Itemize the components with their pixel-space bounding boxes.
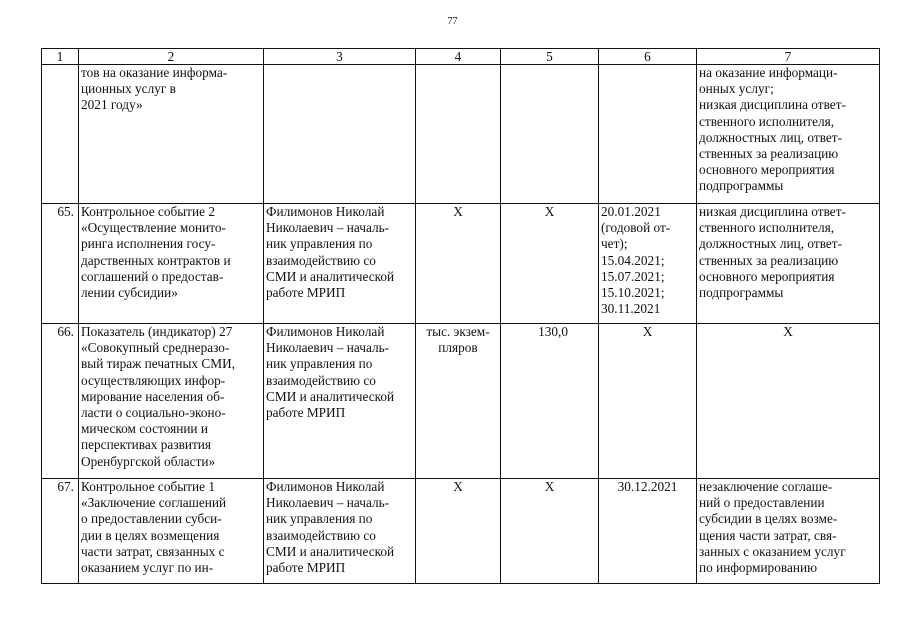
header-cell: 7 [697,49,880,65]
unit: тыс. экзем- пляров [416,324,501,479]
table-row [42,65,880,204]
page-number: 77 [447,16,458,27]
unit [416,65,501,204]
responsible: Филимонов Николай Николаевич – началь- ник управления по взаимодействию со СМИ и аналитической работе МРИП [264,324,416,479]
deadline [599,65,697,204]
deadline: 20.01.2021 (годовой от- чет); 15.04.2021; 15.07.2021; 15.10.2021; 30.11.2021 [599,204,697,324]
table-row [42,479,880,584]
row-number: 67. [42,479,79,584]
value: 130,0 [501,324,599,479]
row-number: 65. [42,204,79,324]
responsible: Филимонов Николай Николаевич – началь- ник управления по взаимодействию со СМИ и аналитической работе МРИП [264,479,416,584]
unit: Х [416,204,501,324]
header-cell: 1 [42,49,79,65]
header-cell: 3 [264,49,416,65]
row-number: 66. [42,324,79,479]
value: Х [501,479,599,584]
header-cell: 5 [501,49,599,65]
plan-table [41,48,880,584]
table-row [42,324,880,479]
value [501,65,599,204]
row-number [42,65,79,204]
deadline: 30.12.2021 [599,479,697,584]
risk: Х [697,324,880,479]
header-row [42,49,880,65]
responsible: Филимонов Николай Николаевич – началь- ник управления по взаимодействию со СМИ и аналитической работе МРИП [264,204,416,324]
risk: низкая дисциплина ответ- ственного исполнителя, должностных лиц, ответ- ственных за реализацию основного мероприятия подпрограммы [697,204,880,324]
deadline: Х [599,324,697,479]
header-cell: 6 [599,49,697,65]
unit: Х [416,479,501,584]
event-name: Показатель (индикатор) 27 «Совокупный среднеразо- вый тираж печатных СМИ, осуществляющих инфор- мирование населения об- ласти о социально-эконо- мическом состоянии и перспективах развития Оренбургской области» [79,324,264,479]
event-name: Контрольное событие 1 «Заключение соглашений о предоставлении субси- дии в целях возмещения части затрат, связанных с оказанием услуг по ин- [79,479,264,584]
responsible [264,65,416,204]
event-name: Контрольное событие 2 «Осуществление монито- ринга исполнения госу- дарственных контрактов и соглашений о предостав- лении субсидии» [79,204,264,324]
risk: на оказание информаци- онных услуг; низкая дисциплина ответ- ственного исполнителя, должностных лиц, ответ- ственных за реализацию основного мероприятия подпрограммы [697,65,880,204]
header-cell: 4 [416,49,501,65]
event-name: тов на оказание информа- ционных услуг в 2021 году» [79,65,264,204]
value: Х [501,204,599,324]
risk: незаключение соглаше- ний о предоставлении субсидии в целях возме- щения части затрат, свя- занных с оказанием услуг по информированию [697,479,880,584]
table-row [42,204,880,324]
header-cell: 2 [79,49,264,65]
